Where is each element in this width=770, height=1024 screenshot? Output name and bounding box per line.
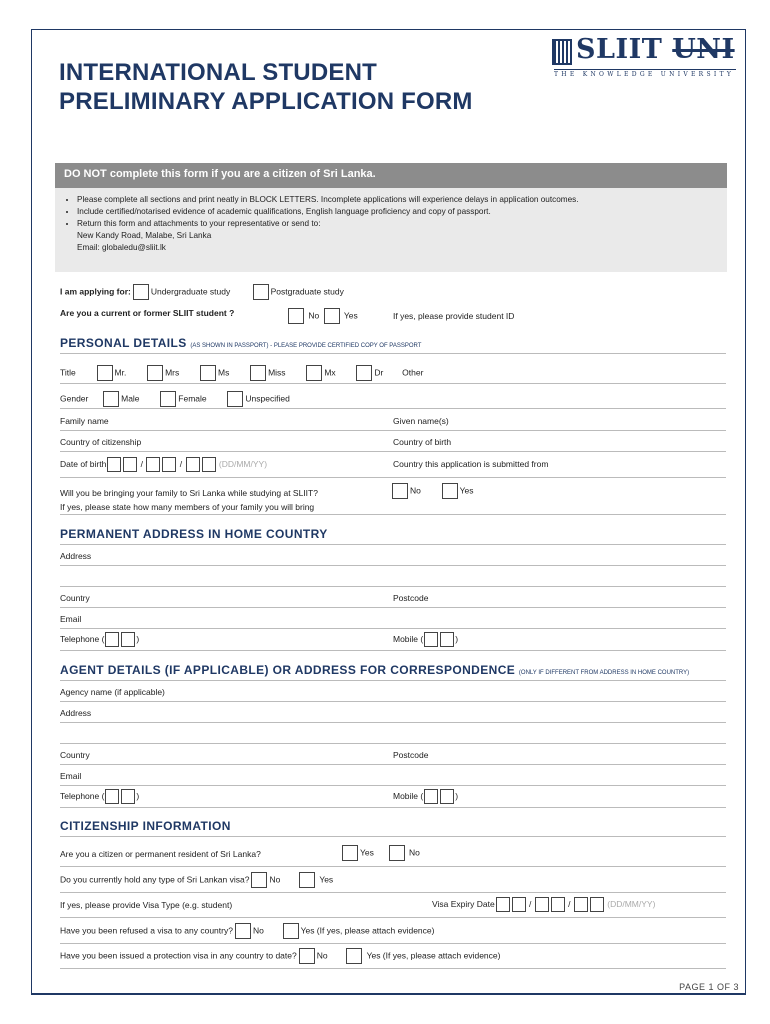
dob-year-1[interactable] <box>186 457 200 472</box>
divider <box>60 892 726 893</box>
title-mx-checkbox[interactable] <box>306 365 322 381</box>
postcode-field[interactable]: Postcode <box>393 593 429 603</box>
title-ms: Ms <box>217 367 230 378</box>
logo-wordmark: SLIIT UNI <box>576 34 735 65</box>
visa-year-1[interactable] <box>574 897 588 912</box>
title-ms-checkbox[interactable] <box>200 365 216 381</box>
divider <box>60 722 726 723</box>
divider <box>60 451 726 452</box>
current-no-label: No <box>308 310 320 321</box>
citizen-options <box>340 845 420 861</box>
postgraduate-label: Postgraduate study <box>270 286 344 297</box>
visa-expiry-label: Visa Expiry Date <box>432 898 495 909</box>
agent-mobile-label: Mobile ( <box>393 790 424 801</box>
current-student-row <box>60 308 234 318</box>
telephone-field <box>60 632 139 647</box>
agent-telephone-label: Telephone ( <box>60 790 105 801</box>
telephone-close: ) <box>136 633 140 644</box>
return-address-2: Email: globaledu@sliit.lk <box>77 243 166 252</box>
protection-yes-checkbox[interactable] <box>346 948 362 964</box>
return-address-1: New Kandy Road, Malabe, Sri Lanka <box>77 231 212 240</box>
visa-type-field[interactable]: If yes, please provide Visa Type (e.g. student) <box>60 900 233 910</box>
visa-question: Do you currently hold any type of Sri Lankan visa? <box>60 874 250 885</box>
country-citizenship-field[interactable]: Country of citizenship <box>60 437 142 447</box>
divider <box>60 917 726 918</box>
warning-banner: DO NOT complete this form if you are a citizen of Sri Lanka. <box>55 163 727 188</box>
citizen-yes-label: Yes <box>360 847 374 858</box>
gender-female-checkbox[interactable] <box>160 391 176 407</box>
divider <box>60 764 726 765</box>
visa-month-2[interactable] <box>551 897 565 912</box>
divider <box>60 383 726 384</box>
divider <box>60 743 726 744</box>
postgraduate-checkbox[interactable] <box>253 284 269 300</box>
mobile-label: Mobile ( <box>393 633 424 644</box>
agent-address-field[interactable]: Address <box>60 708 92 718</box>
refused-no-label: No <box>252 925 264 936</box>
family-yes-label: Yes <box>459 485 474 496</box>
country-birth-field[interactable]: Country of birth <box>393 437 452 447</box>
title-mr-checkbox[interactable] <box>97 365 113 381</box>
given-names-field[interactable]: Given name(s) <box>393 416 449 426</box>
protection-visa-question: Have you been issued a protection visa in any country to date? <box>60 950 297 961</box>
gender-row <box>60 391 290 407</box>
divider <box>60 430 726 431</box>
instructions-box <box>55 188 727 272</box>
title-mx: Mx <box>324 367 336 378</box>
dob-year-2[interactable] <box>202 457 216 472</box>
title-miss: Miss <box>268 367 286 378</box>
telephone-code-2[interactable] <box>121 632 135 647</box>
divider <box>60 836 726 837</box>
address-field[interactable]: Address <box>60 551 92 561</box>
agent-telephone-code-2[interactable] <box>121 789 135 804</box>
visa-yes-checkbox[interactable] <box>299 872 315 888</box>
family-question-1: Will you be bringing your family to Sri Lanka while studying at SLIIT? <box>60 488 318 498</box>
country-submitted-field[interactable]: Country this application is submitted from <box>393 459 549 469</box>
title-line-2: PRELIMINARY APPLICATION FORM <box>59 88 473 115</box>
personal-details-heading: PERSONAL DETAILS (AS SHOWN IN PASSPORT) - PLEASE PROVIDE CERTIFIED COPY OF PASSPORT <box>60 336 422 350</box>
agent-mobile-close: ) <box>455 790 459 801</box>
family-no-checkbox[interactable] <box>392 483 408 499</box>
title-label: Title <box>60 367 76 378</box>
agent-postcode-field[interactable]: Postcode <box>393 750 429 760</box>
email-field[interactable]: Email <box>60 614 82 624</box>
refused-visa-row <box>60 923 434 939</box>
divider <box>60 701 726 702</box>
page-number: PAGE 1 OF 3 <box>679 982 739 992</box>
gender-unspecified: Unspecified <box>245 393 290 404</box>
instruction-1: • Please complete all sections and print neatly in BLOCK LETTERS. Incomplete applications will experience delays in application outcomes. <box>77 194 727 206</box>
agent-mobile-code-2[interactable] <box>440 789 454 804</box>
telephone-label: Telephone ( <box>60 633 105 644</box>
protection-no-checkbox[interactable] <box>299 948 315 964</box>
current-student-options <box>286 308 358 324</box>
current-yes-label: Yes <box>343 310 358 321</box>
agent-mobile-field <box>393 789 458 804</box>
visa-format-hint: (DD/MM/YY) <box>607 898 656 909</box>
divider <box>60 477 726 478</box>
title-dr: Dr <box>374 367 384 378</box>
title-mrs-checkbox[interactable] <box>147 365 163 381</box>
mobile-code-2[interactable] <box>440 632 454 647</box>
instruction-3: • Return this form and attachments to your representative or send to: <box>77 218 727 230</box>
refused-yes-label: Yes (If yes, please attach evidence) <box>300 925 435 936</box>
visa-day-2[interactable] <box>512 897 526 912</box>
citizenship-heading: CITIZENSHIP INFORMATION <box>60 819 231 833</box>
divider <box>60 943 726 944</box>
agent-email-field[interactable]: Email <box>60 771 82 781</box>
divider <box>60 628 726 629</box>
shield-icon <box>552 39 572 65</box>
family-yes-checkbox[interactable] <box>442 483 458 499</box>
citizen-no-checkbox[interactable] <box>389 845 405 861</box>
student-id-note: If yes, please provide student ID <box>393 311 515 321</box>
form-page <box>31 29 746 995</box>
title-miss-checkbox[interactable] <box>250 365 266 381</box>
dob-day-1[interactable] <box>107 457 121 472</box>
refused-yes-checkbox[interactable] <box>283 923 299 939</box>
title-other: Other <box>402 367 424 378</box>
refused-no-checkbox[interactable] <box>235 923 251 939</box>
instruction-2: • Include certified/notarised evidence of academic qualifications, English language proficiency and copy of passport. <box>77 206 727 218</box>
divider <box>60 680 726 681</box>
agent-telephone-code-1[interactable] <box>105 789 119 804</box>
title-mr: Mr. <box>114 367 127 378</box>
divider <box>60 607 726 608</box>
divider <box>60 586 726 587</box>
visa-year-2[interactable] <box>590 897 604 912</box>
divider <box>60 866 726 867</box>
refused-visa-question: Have you been refused a visa to any country? <box>60 925 233 936</box>
undergraduate-checkbox[interactable] <box>133 284 149 300</box>
dob-day-2[interactable] <box>123 457 137 472</box>
divider <box>60 565 726 566</box>
mobile-code-1[interactable] <box>424 632 438 647</box>
dob-row: Date of birth / / (DD/MM/YY) <box>60 457 267 472</box>
family-options <box>390 483 474 499</box>
title-dr-checkbox[interactable] <box>356 365 372 381</box>
citizen-yes-checkbox[interactable] <box>342 845 358 861</box>
family-question <box>60 486 318 514</box>
gender-male: Male <box>121 393 140 404</box>
gender-female: Female <box>178 393 207 404</box>
gender-male-checkbox[interactable] <box>103 391 119 407</box>
divider <box>60 650 726 651</box>
agent-telephone-close: ) <box>136 790 140 801</box>
visa-month-1[interactable] <box>535 897 549 912</box>
dob-month-2[interactable] <box>162 457 176 472</box>
protection-yes-label: Yes (If yes, please attach evidence) <box>366 950 501 961</box>
family-no-label: No <box>410 485 421 496</box>
form-title <box>59 58 473 116</box>
mobile-close: ) <box>455 633 459 644</box>
applying-label: I am applying for: <box>60 286 131 297</box>
undergraduate-label: Undergraduate study <box>150 286 231 297</box>
divider <box>60 968 726 969</box>
country-field[interactable]: Country <box>60 593 90 603</box>
protection-visa-row <box>60 948 500 964</box>
agent-mobile-code-1[interactable] <box>424 789 438 804</box>
agent-details-heading: AGENT DETAILS (IF APPLICABLE) OR ADDRESS FOR CORRESPONDENCE (ONLY IF DIFFERENT FROM ADDRESS IN HOME COUNTRY) <box>60 663 690 677</box>
divider <box>60 514 726 515</box>
divider <box>60 353 726 354</box>
agent-telephone-field <box>60 789 139 804</box>
divider <box>60 785 726 786</box>
visa-question-row <box>60 872 333 888</box>
visa-no-label: No <box>269 874 281 885</box>
citizen-no-label: No <box>409 847 420 858</box>
current-student-label: Are you a current or former SLIIT student ? <box>60 308 235 318</box>
permanent-address-heading: PERMANENT ADDRESS IN HOME COUNTRY <box>60 527 328 541</box>
visa-yes-label: Yes <box>319 874 334 885</box>
dob-label: Date of birth <box>60 458 107 469</box>
title-mrs: Mrs <box>165 367 180 378</box>
title-line-1: INTERNATIONAL STUDENT <box>59 59 377 86</box>
mobile-field <box>393 632 458 647</box>
telephone-code-1[interactable] <box>105 632 119 647</box>
current-student-no-checkbox[interactable] <box>288 308 304 324</box>
dob-month-1[interactable] <box>146 457 160 472</box>
dob-format-hint: (DD/MM/YY) <box>218 458 268 469</box>
gender-label: Gender <box>60 393 89 404</box>
logo-tagline: THE KNOWLEDGE UNIVERSITY <box>554 71 735 78</box>
visa-expiry-row: Visa Expiry Date / / (DD/MM/YY) <box>432 897 655 912</box>
citizen-question: Are you a citizen or permanent resident of Sri Lanka? <box>60 849 261 859</box>
visa-day-1[interactable] <box>496 897 510 912</box>
divider <box>60 807 726 808</box>
title-row <box>60 365 423 381</box>
visa-no-checkbox[interactable] <box>251 872 267 888</box>
family-name-field[interactable]: Family name <box>60 416 109 426</box>
family-question-2: If yes, please state how many members of your family you will bring <box>60 502 315 512</box>
current-student-yes-checkbox[interactable] <box>324 308 340 324</box>
sliit-logo <box>550 34 738 79</box>
divider <box>60 408 726 409</box>
agency-name-field[interactable]: Agency name (if applicable) <box>60 687 165 697</box>
divider <box>60 544 726 545</box>
agent-country-field[interactable]: Country <box>60 750 90 760</box>
gender-unspecified-checkbox[interactable] <box>227 391 243 407</box>
applying-for-row <box>60 284 344 300</box>
protection-no-label: No <box>316 950 328 961</box>
